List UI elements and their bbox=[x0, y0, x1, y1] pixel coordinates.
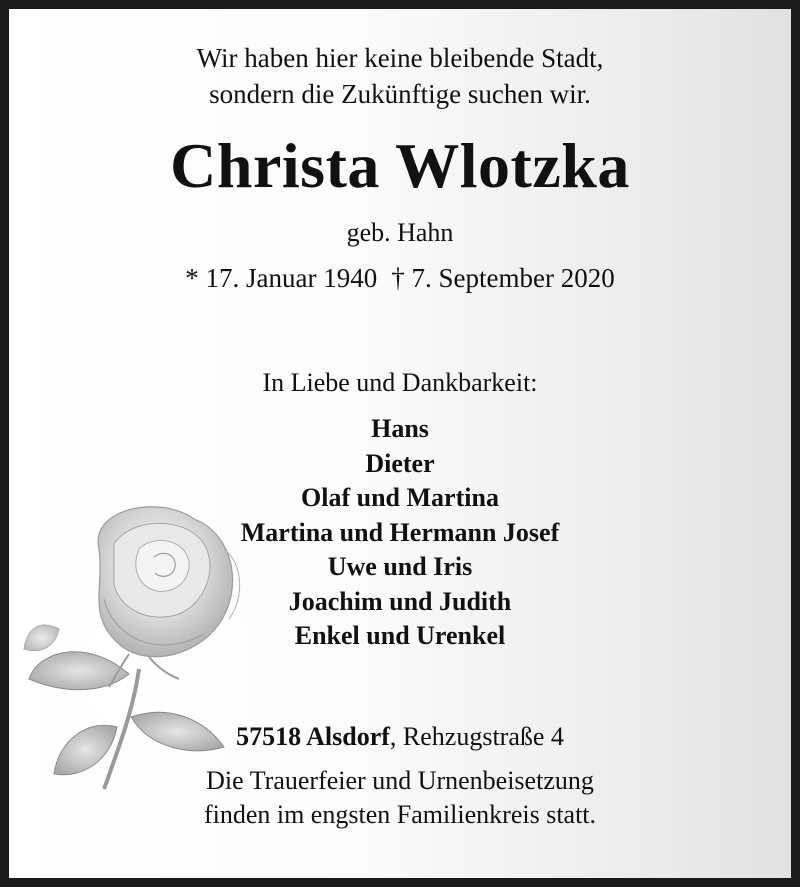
bible-verse bbox=[18, 40, 782, 112]
mourner-name: Olaf und Martina bbox=[301, 483, 499, 512]
death-date: † 7. September 2020 bbox=[391, 263, 615, 293]
mourner-name: Dieter bbox=[365, 448, 435, 478]
verse-line-1: Wir haben hier keine bleibende Stadt, bbox=[196, 43, 604, 73]
mourner-name: Hans bbox=[371, 414, 429, 443]
funeral-notice bbox=[18, 764, 782, 832]
mourner-name: Martina und Hermann Josef bbox=[240, 517, 560, 547]
mourner-name: Enkel und Urenkel bbox=[294, 621, 506, 650]
mourners-intro: In Liebe und Dankbarkeit: bbox=[262, 368, 538, 397]
maiden-name: geb. Hahn bbox=[346, 218, 454, 247]
notice-line-1: Die Trauerfeier und Urnenbeisetzung bbox=[206, 765, 594, 795]
family-address bbox=[18, 720, 782, 754]
deceased-name: Christa Wlotzka bbox=[170, 130, 630, 201]
mourner-name: Uwe und Iris bbox=[327, 552, 473, 581]
address-city: 57518 Alsdorf bbox=[236, 721, 390, 751]
birth-date: * 17. Januar 1940 bbox=[185, 263, 378, 293]
mourners-list bbox=[18, 412, 782, 654]
verse-line-2: sondern die Zukünftige suchen wir. bbox=[209, 79, 591, 109]
notice-line-2: finden im engsten Familienkreis statt. bbox=[203, 799, 597, 829]
address-street: Rehzugstraße 4 bbox=[402, 721, 564, 751]
mourner-name: Joachim und Judith bbox=[288, 586, 512, 616]
life-dates bbox=[18, 260, 782, 296]
obituary-content bbox=[18, 18, 782, 832]
address-separator: , bbox=[389, 721, 403, 751]
